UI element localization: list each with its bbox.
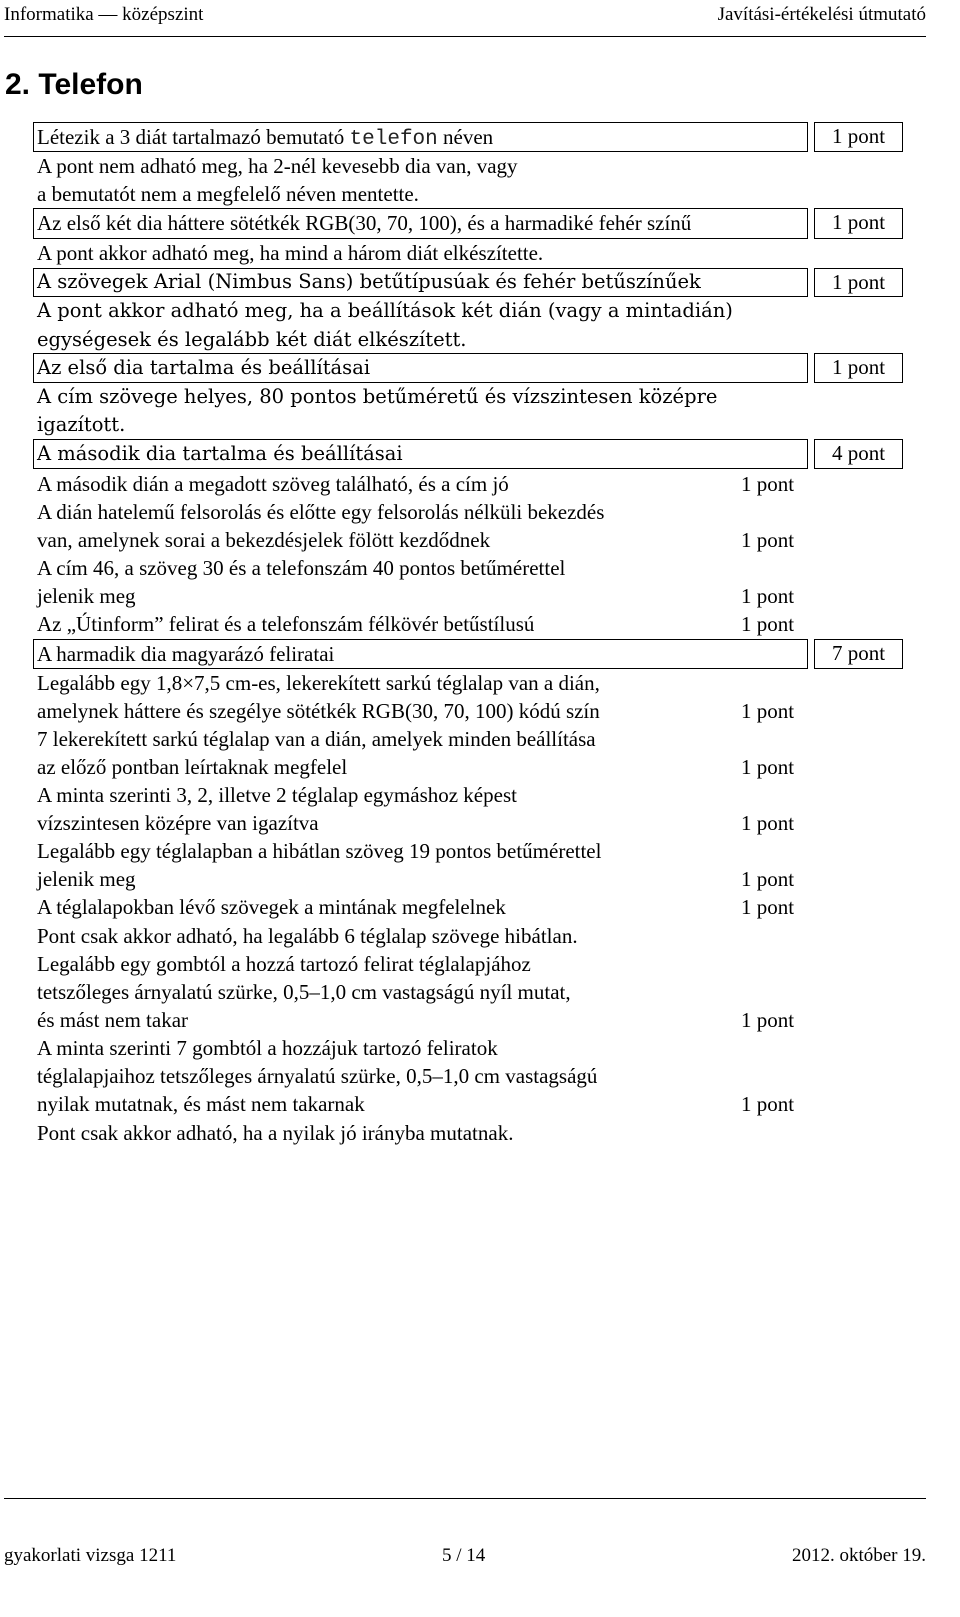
criterion-line: amelynek háttere és szegélye sötétkék RGB(30, 70, 100) kódú szín <box>37 699 600 723</box>
criterion-points: 1 pont <box>741 584 795 608</box>
criterion-points: 1 pont <box>741 528 795 552</box>
criterion-points: 1 pont <box>741 811 795 835</box>
criterion-line: A minta szerinti 7 gombtól a hozzájuk tartozó feliratok <box>37 1036 498 1060</box>
section-1-heading <box>37 125 493 152</box>
header-rule <box>4 36 926 37</box>
section-4-note: A cím szövege helyes, 80 pontos betűméretű és vízszintesen középre <box>37 385 718 408</box>
criterion-points: 1 pont <box>741 895 795 919</box>
criterion-points: 1 pont <box>741 472 795 496</box>
criterion-line: A cím 46, a szöveg 30 és a telefonszám 40 pontos betűmérettel <box>37 556 566 580</box>
criterion-line: és mást nem takar <box>37 1008 189 1032</box>
criterion-line: A második dián a megadott szöveg található, és a cím jó <box>37 472 509 496</box>
criterion-line: téglalapjaihoz tetszőleges árnyalatú szürke, 0,5–1,0 cm vastagságú <box>37 1064 598 1088</box>
section-3-points: 1 pont <box>814 268 903 297</box>
heading-text: néven <box>437 125 494 149</box>
criterion-line: az előző pontban leírtaknak megfelel <box>37 755 348 779</box>
criterion-line: jelenik meg <box>37 867 136 891</box>
section-2-heading: Az első két dia háttere sötétkék RGB(30, 70, 100), és a harmadiké fehér színű <box>37 211 692 235</box>
criterion-line: Legalább egy téglalapban a hibátlan szöveg 19 pontos betűmérettel <box>37 839 602 863</box>
heading-text: Létezik a 3 diát tartalmazó bemutató <box>37 125 350 149</box>
criterion-line: 7 lekerekített sarkú téglalap van a dián, amelyek minden beállítása <box>37 727 596 751</box>
criterion-note: Pont csak akkor adható, ha a nyilak jó irányba mutatnak. <box>37 1121 514 1145</box>
footer-rule <box>4 1498 926 1499</box>
criterion-points: 1 pont <box>741 1008 795 1032</box>
section-1-note: a bemutatót nem a megfelelő néven mentette. <box>37 182 419 206</box>
criterion-line: jelenik meg <box>37 584 136 608</box>
criterion-line: vízszintesen középre van igazítva <box>37 811 319 835</box>
section-1-note: A pont nem adható meg, ha 2-nél kevesebb dia van, vagy <box>37 154 518 178</box>
section-6-heading: A harmadik dia magyarázó feliratai <box>37 642 335 666</box>
section-5-points: 4 pont <box>814 439 903 469</box>
criterion-points: 1 pont <box>741 699 795 723</box>
criterion-line: Legalább egy gombtól a hozzá tartozó felirat téglalapjához <box>37 952 531 976</box>
section-3-note: A pont akkor adható meg, ha a beállítások két dián (vagy a mintadián) <box>37 299 733 322</box>
page-header-right: Javítási-értékelési útmutató <box>717 4 926 25</box>
footer-date: 2012. október 19. <box>791 1545 926 1566</box>
footer-exam: gyakorlati vizsga 1211 <box>4 1545 177 1566</box>
criterion-points: 1 pont <box>741 1092 795 1116</box>
section-4-note: igazított. <box>37 413 126 436</box>
criterion-line: A dián hatelemű felsorolás és előtte egy felsorolás nélküli bekezdés <box>37 500 605 524</box>
page-header-left: Informatika — középszint <box>4 4 204 25</box>
section-4-points: 1 pont <box>814 353 903 383</box>
section-2-points: 1 pont <box>814 208 903 239</box>
section-4-heading: Az első dia tartalma és beállításai <box>37 356 371 379</box>
footer-page-number: 5 / 14 <box>442 1545 486 1566</box>
criterion-line: tetszőleges árnyalatú szürke, 0,5–1,0 cm vastagságú nyíl mutat, <box>37 980 571 1004</box>
filename-code: telefon <box>349 128 438 151</box>
section-1-points: 1 pont <box>814 122 903 152</box>
criterion-note: Pont csak akkor adható, ha legalább 6 téglalap szövege hibátlan. <box>37 924 578 948</box>
criterion-line: Az „Útinform” felirat és a telefonszám félkövér betűstílusú <box>37 612 535 636</box>
criterion-points: 1 pont <box>741 612 795 636</box>
section-2-note: A pont akkor adható meg, ha mind a három diát elkészítette. <box>37 241 544 265</box>
section-3-heading: A szövegek Arial (Nimbus Sans) betűtípusúak és fehér betűszínűek <box>37 270 701 293</box>
criterion-line: A minta szerinti 3, 2, illetve 2 téglalap egymáshoz képest <box>37 783 517 807</box>
criterion-points: 1 pont <box>741 755 795 779</box>
section-3-note: egységesek és legalább két diát elkészített. <box>37 328 467 351</box>
criterion-line: Legalább egy 1,8×7,5 cm-es, lekerekített sarkú téglalap van a dián, <box>37 671 600 695</box>
criterion-line: van, amelynek sorai a bekezdésjelek fölött kezdődnek <box>37 528 491 552</box>
section-6-points: 7 pont <box>814 639 903 669</box>
task-title: 2. Telefon <box>5 68 143 101</box>
criterion-line: A téglalapokban lévő szövegek a mintának megfelelnek <box>37 895 506 919</box>
criterion-line: nyilak mutatnak, és mást nem takarnak <box>37 1092 365 1116</box>
criterion-points: 1 pont <box>741 867 795 891</box>
section-5-heading: A második dia tartalma és beállításai <box>37 442 403 465</box>
